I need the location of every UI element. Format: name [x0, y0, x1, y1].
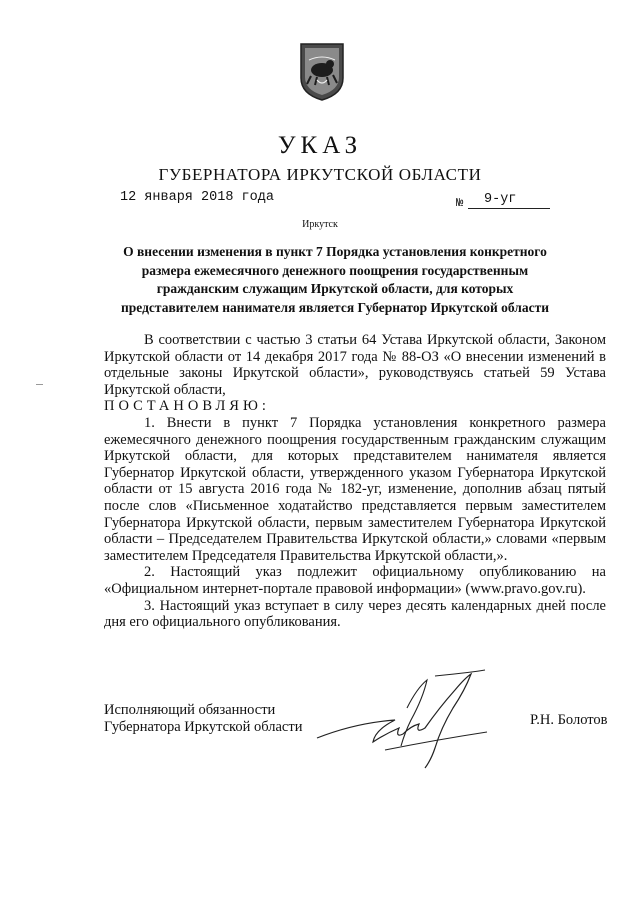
coat-of-arms-icon	[297, 40, 347, 102]
margin-mark	[36, 384, 43, 385]
document-city: Иркутск	[302, 219, 338, 230]
document-title: УКАЗ	[277, 132, 363, 159]
signatory-title-line: Исполняющий обязанности	[104, 702, 276, 718]
signatory-title	[104, 702, 302, 736]
preamble-paragraph: В соответствии с частью 3 статьи 64 Устава Иркутской области, Законом Иркутской области от 14 декабря 2017 года № 88-ОЗ «О внесении изменений в отдельные законы Иркутской области», руководствуясь статьей 59 Устава Иркутской области,	[104, 332, 606, 398]
heading-line: гражданским служащим Иркутской области, для которых	[156, 281, 514, 296]
number-sign: №	[456, 196, 464, 210]
item-paragraph: 1. Внести в пункт 7 Порядка установления конкретного размера ежемесячного денежного поощрения государственным гражданским служащим Иркутской области, для которых представителем нанимателя является Губернатор Иркутской области, утвержденного указом Губернатора Иркутской области от 15 августа 2016 года № 182-уг, изменение, дополнив абзац пятый после слов «Письменное ходатайство представляется первым заместителем Губернатора Иркутской области, первым заместителем Губернатора Иркутской области – Председателем Правительства Иркутской области,» словами «первым заместителем Председателя Правительства Иркутской области,».	[104, 414, 606, 564]
decree-word: ПОСТАНОВЛЯЮ:	[104, 398, 270, 415]
document-body	[104, 332, 606, 631]
item-paragraph: 2. Настоящий указ подлежит официальному опубликованию на «Официальном интернет-портале правовой информации» (www.pravo.gov.ru).	[104, 564, 606, 597]
handwritten-signature	[315, 668, 490, 773]
document-number: 9-уг	[484, 192, 517, 207]
number-underline	[468, 208, 550, 209]
signatory-title-line: Губернатора Иркутской области	[104, 718, 303, 735]
heading-line: О внесении изменения в пункт 7 Порядка установления конкретного	[123, 244, 547, 259]
item-paragraph: 3. Настоящий указ вступает в силу через десять календарных дней после дня его официального опубликования.	[104, 597, 606, 631]
document-heading	[100, 243, 570, 317]
document-date: 12 января 2018 года	[120, 190, 274, 205]
heading-line: размера ежемесячного денежного поощрения государственным	[141, 262, 529, 278]
signatory-name: Р.Н. Болотов	[530, 712, 608, 728]
document-subtitle: ГУБЕРНАТОРА ИРКУТСКОЙ ОБЛАСТИ	[158, 165, 482, 184]
heading-line: представителем нанимателя является Губернатор Иркутской области	[120, 299, 550, 315]
